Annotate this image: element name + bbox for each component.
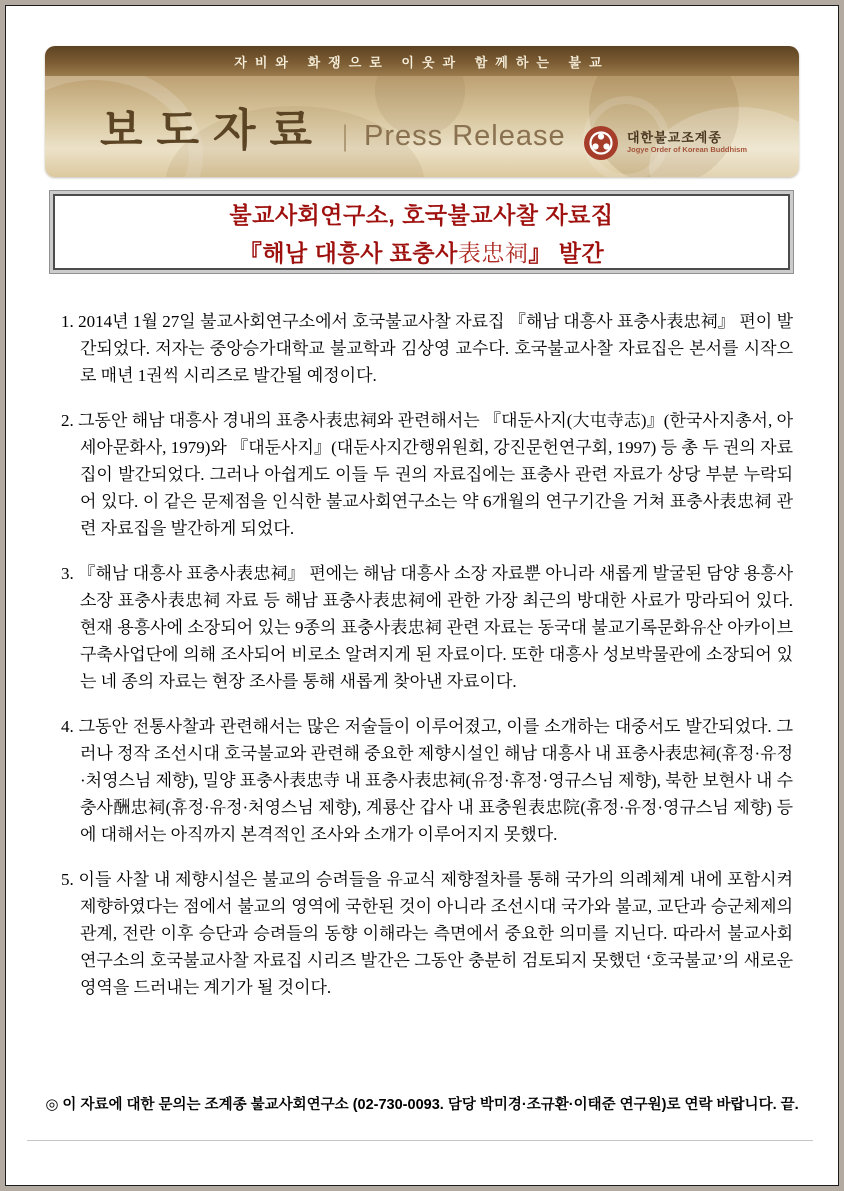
banner-top-strip bbox=[45, 46, 799, 76]
logo-text bbox=[627, 131, 747, 155]
banner-title-row bbox=[100, 94, 566, 158]
headline-line2-pre: 『해남 대흥사 표충사 bbox=[238, 239, 458, 266]
banner-main bbox=[45, 76, 799, 177]
paragraph-3 bbox=[61, 560, 793, 695]
jogye-emblem-icon bbox=[583, 125, 619, 161]
paragraph-2 bbox=[61, 407, 793, 542]
headline-line2 bbox=[239, 235, 604, 268]
banner-tagline: 자비와 화쟁으로 이웃과 함께하는 불교 bbox=[234, 54, 610, 70]
paragraph-3-number: 3. bbox=[61, 564, 74, 583]
jogye-logo bbox=[583, 125, 747, 161]
paragraph-1-text: 2014년 1월 27일 불교사회연구소에서 호국불교사찰 자료집 『해남 대흥사 표충사表忠祠』 편이 발간되었다. 저자는 중앙승가대학교 불교학과 김상영 교수다. 호국불교사찰 자료집은 본서를 시작으로 매년 1권씩 시리즈로 발간될 예정이다. bbox=[78, 312, 793, 385]
paragraph-2-number: 2. bbox=[61, 411, 74, 430]
logo-org-name-korean: 대한불교조계종 bbox=[626, 130, 722, 146]
banner-divider: | bbox=[342, 119, 349, 152]
document-body bbox=[61, 308, 793, 1019]
paragraph-1-number: 1. bbox=[61, 312, 74, 331]
paragraph-4 bbox=[61, 713, 793, 848]
headline-line1: 불교사회연구소, 호국불교사찰 자료집 bbox=[229, 201, 614, 228]
paragraph-5-text: 이들 사찰 내 제향시설은 불교의 승려들을 유교식 제향절차를 통해 국가의 의례체계 내에 포함시켜 제향하였다는 점에서 불교의 영역에 국한된 것이 아니라 조선시대 국가와 불교, 교단과 승군체제의 관계, 전란 이후 승단과 승려들의 동향 이해라는 측면에서 중요한 의미를 지닌다. 따라서 불교사회연구소의 호국불교사찰 자료집 시리즈 발간은 그동안 충분히 검토되지 못했던 ‘호국불교’의 새로운 영역을 드러내는 계기가 될 것이다. bbox=[78, 870, 793, 997]
paragraph-2-text: 그동안 해남 대흥사 경내의 표충사表忠祠와 관련해서는 『대둔사지(大屯寺志)』(한국사지총서, 아세아문화사, 1979)와 『대둔사지』(대둔사지간행위원회, 강진문헌연구회, 1997) 등 총 두 권의 자료집이 발간되었다. 그러나 아쉽게도 이들 두 권의 자료집에는 표충사 관련 자료가 상당 부분 누락되어 있다. 이 같은 문제점을 인식한 불교사회연구소는 약 6개월의 연구기간을 거쳐 표충사表忠祠 관련 자료집을 발간하게 되었다. bbox=[78, 411, 793, 538]
banner-title-korean: 보도자료 bbox=[100, 106, 327, 155]
banner-title-english: Press Release bbox=[364, 120, 566, 152]
paragraph-3-text: 『해남 대흥사 표충사表忠祠』 편에는 해남 대흥사 소장 자료뿐 아니라 새롭게 발굴된 담양 용흥사 소장 표충사表忠祠 자료 등 해남 표충사表忠祠에 관한 가장 최근의 방대한 사료가 망라되어 있다. 현재 용흥사에 소장되어 있는 9종의 표충사表忠祠 관련 자료는 동국대 불교기록문화유산 아카이브 구축사업단에 의해 조사되어 비로소 알려지게 된 자료이다. 또한 대흥사 성보박물관에 소장되어 있는 네 종의 자료는 현장 조사를 통해 새롭게 찾아낸 자료이다. bbox=[78, 564, 793, 691]
paragraph-5-number: 5. bbox=[61, 870, 74, 889]
contact-footer bbox=[25, 1093, 819, 1114]
headline-line2-post: 』 발간 bbox=[528, 239, 605, 266]
paragraph-4-text: 그동안 전통사찰과 관련해서는 많은 저술들이 이루어졌고, 이를 소개하는 대중서도 발간되었다. 그러나 정작 조선시대 호국불교와 관련해 중요한 제향시설인 해남 대흥사 내 표충사表忠祠(휴정·유정·처영스님 제향), 밀양 표충사表忠寺 내 표충사表忠祠(유정·휴정·영규스님 제향), 북한 보현사 내 수충사酬忠祠(휴정·유정·처영스님 제향), 계룡산 갑사 내 표충원表忠院(휴정·유정·영규스님 제향) 등에 대해서는 아직까지 본격적인 조사와 소개가 이루어지지 못했다. bbox=[78, 717, 793, 844]
paragraph-5 bbox=[61, 866, 793, 1001]
headline-box-inner bbox=[53, 194, 790, 270]
header-banner bbox=[45, 46, 799, 177]
paragraph-1 bbox=[61, 308, 793, 389]
headline-box bbox=[49, 190, 794, 274]
footer-divider bbox=[27, 1140, 813, 1141]
headline-line2-hanja: 表忠祠 bbox=[457, 240, 529, 266]
paragraph-4-number: 4. bbox=[61, 717, 74, 736]
logo-org-name-english: Jogye Order of Korean Buddhism bbox=[626, 145, 747, 155]
contact-marker-icon: ◎ bbox=[45, 1096, 59, 1113]
contact-text: 이 자료에 대한 문의는 조계종 불교사회연구소 (02-730-0093. 담당 박미경·조규환·이태준 연구원)로 연락 바랍니다. 끝. bbox=[62, 1097, 799, 1113]
